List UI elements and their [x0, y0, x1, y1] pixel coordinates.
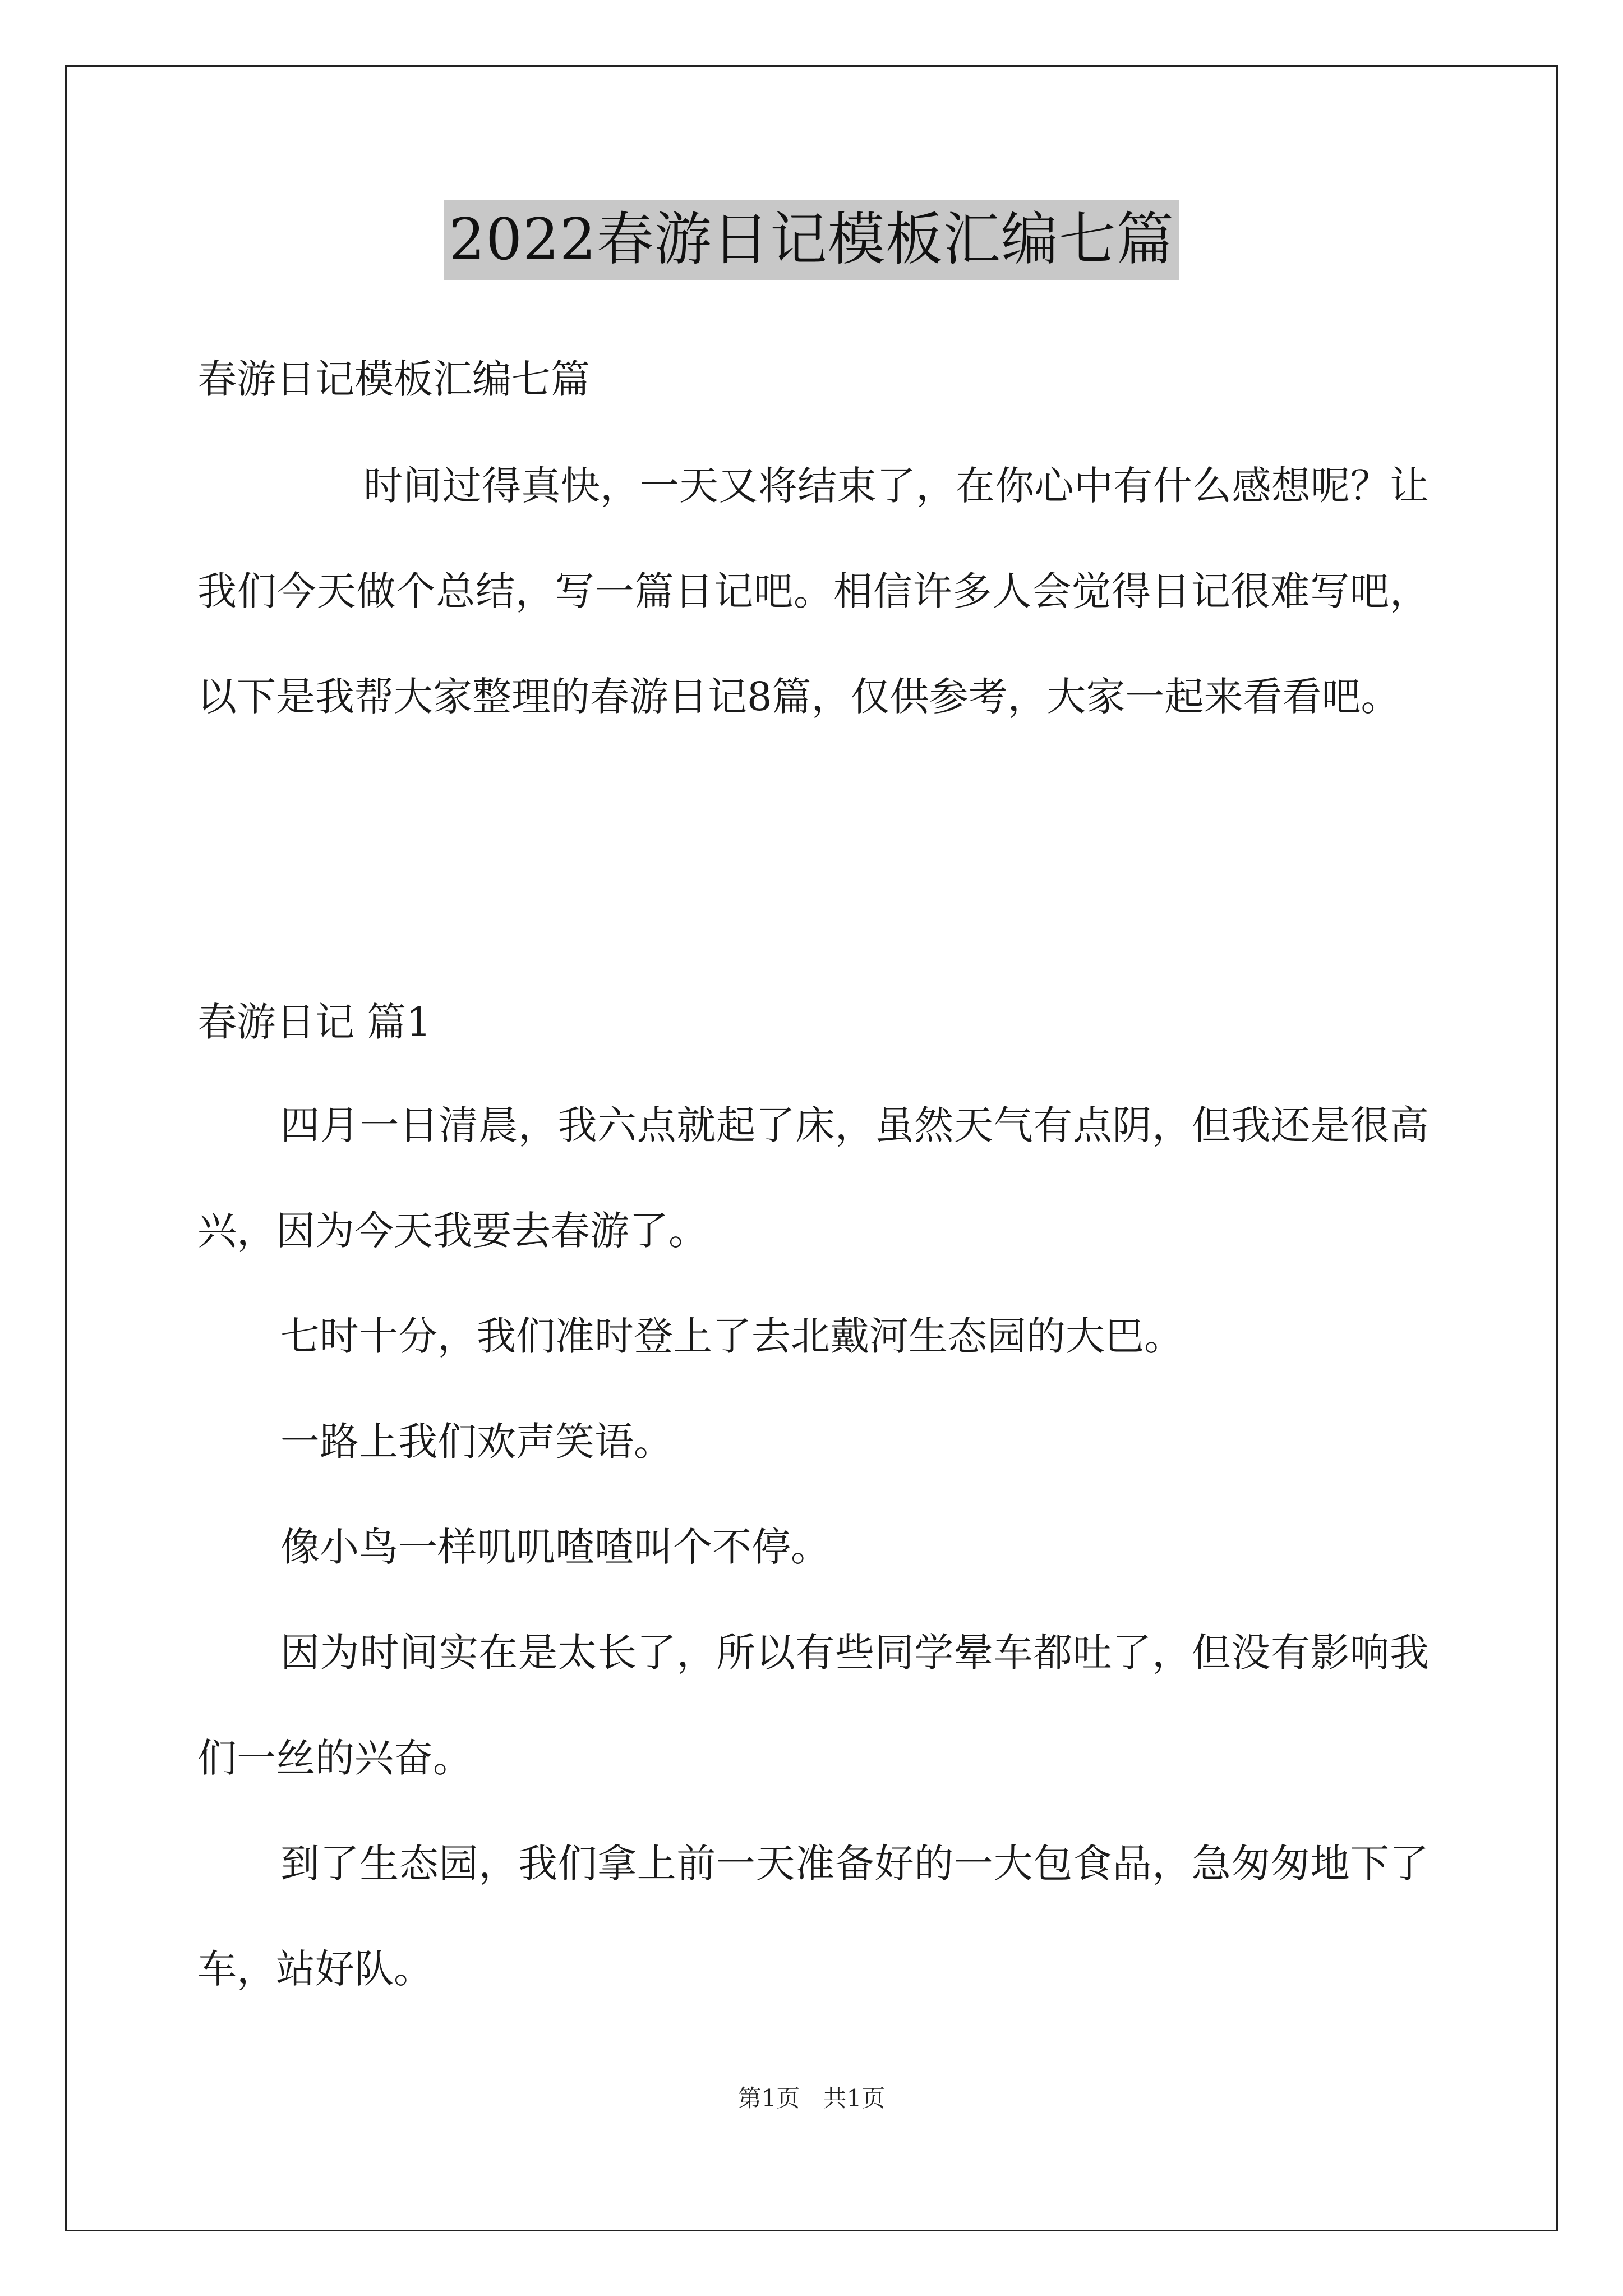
page-footer — [0, 2080, 1623, 2114]
paragraph-3: 一路上我们欢声笑语。 — [280, 1419, 673, 1465]
title-container — [0, 200, 1623, 280]
paragraph-2: 七时十分，我们准时登上了去北戴河生态园的大巴。 — [280, 1313, 1183, 1359]
paragraph-6: 到了生态园，我们拿上前一天准备好的一大包食品，急匆匆地下了车，站好队。 — [197, 1841, 1429, 1992]
paragraph-4: 像小鸟一样叽叽喳喳叫个不停。 — [280, 1524, 830, 1570]
document-title: 2022春游日记模板汇编七篇 — [444, 200, 1179, 280]
intro-paragraph: 时间过得真快，一天又将结束了，在你心中有什么感想呢？让我们今天做个总结，写一篇日记吧。相信许多人会觉得日记很难写吧，以下是我帮大家整理的春游日记8篇，仅供参考，大家一起来看看吧。 — [197, 463, 1429, 720]
paragraph-1: 四月一日清晨，我六点就起了床，虽然天气有点阴，但我还是很高兴，因为今天我要去春游了。 — [197, 1102, 1429, 1254]
page-total: 共1页 — [823, 2085, 886, 2112]
paragraph-5: 因为时间实在是太长了，所以有些同学晕车都吐了，但没有影响我们一丝的兴奋。 — [197, 1630, 1429, 1781]
page-number: 第1页 — [737, 2085, 800, 2112]
section-heading: 春游日记 篇1 — [197, 999, 431, 1045]
document-subtitle: 春游日记模板汇编七篇 — [197, 356, 590, 402]
